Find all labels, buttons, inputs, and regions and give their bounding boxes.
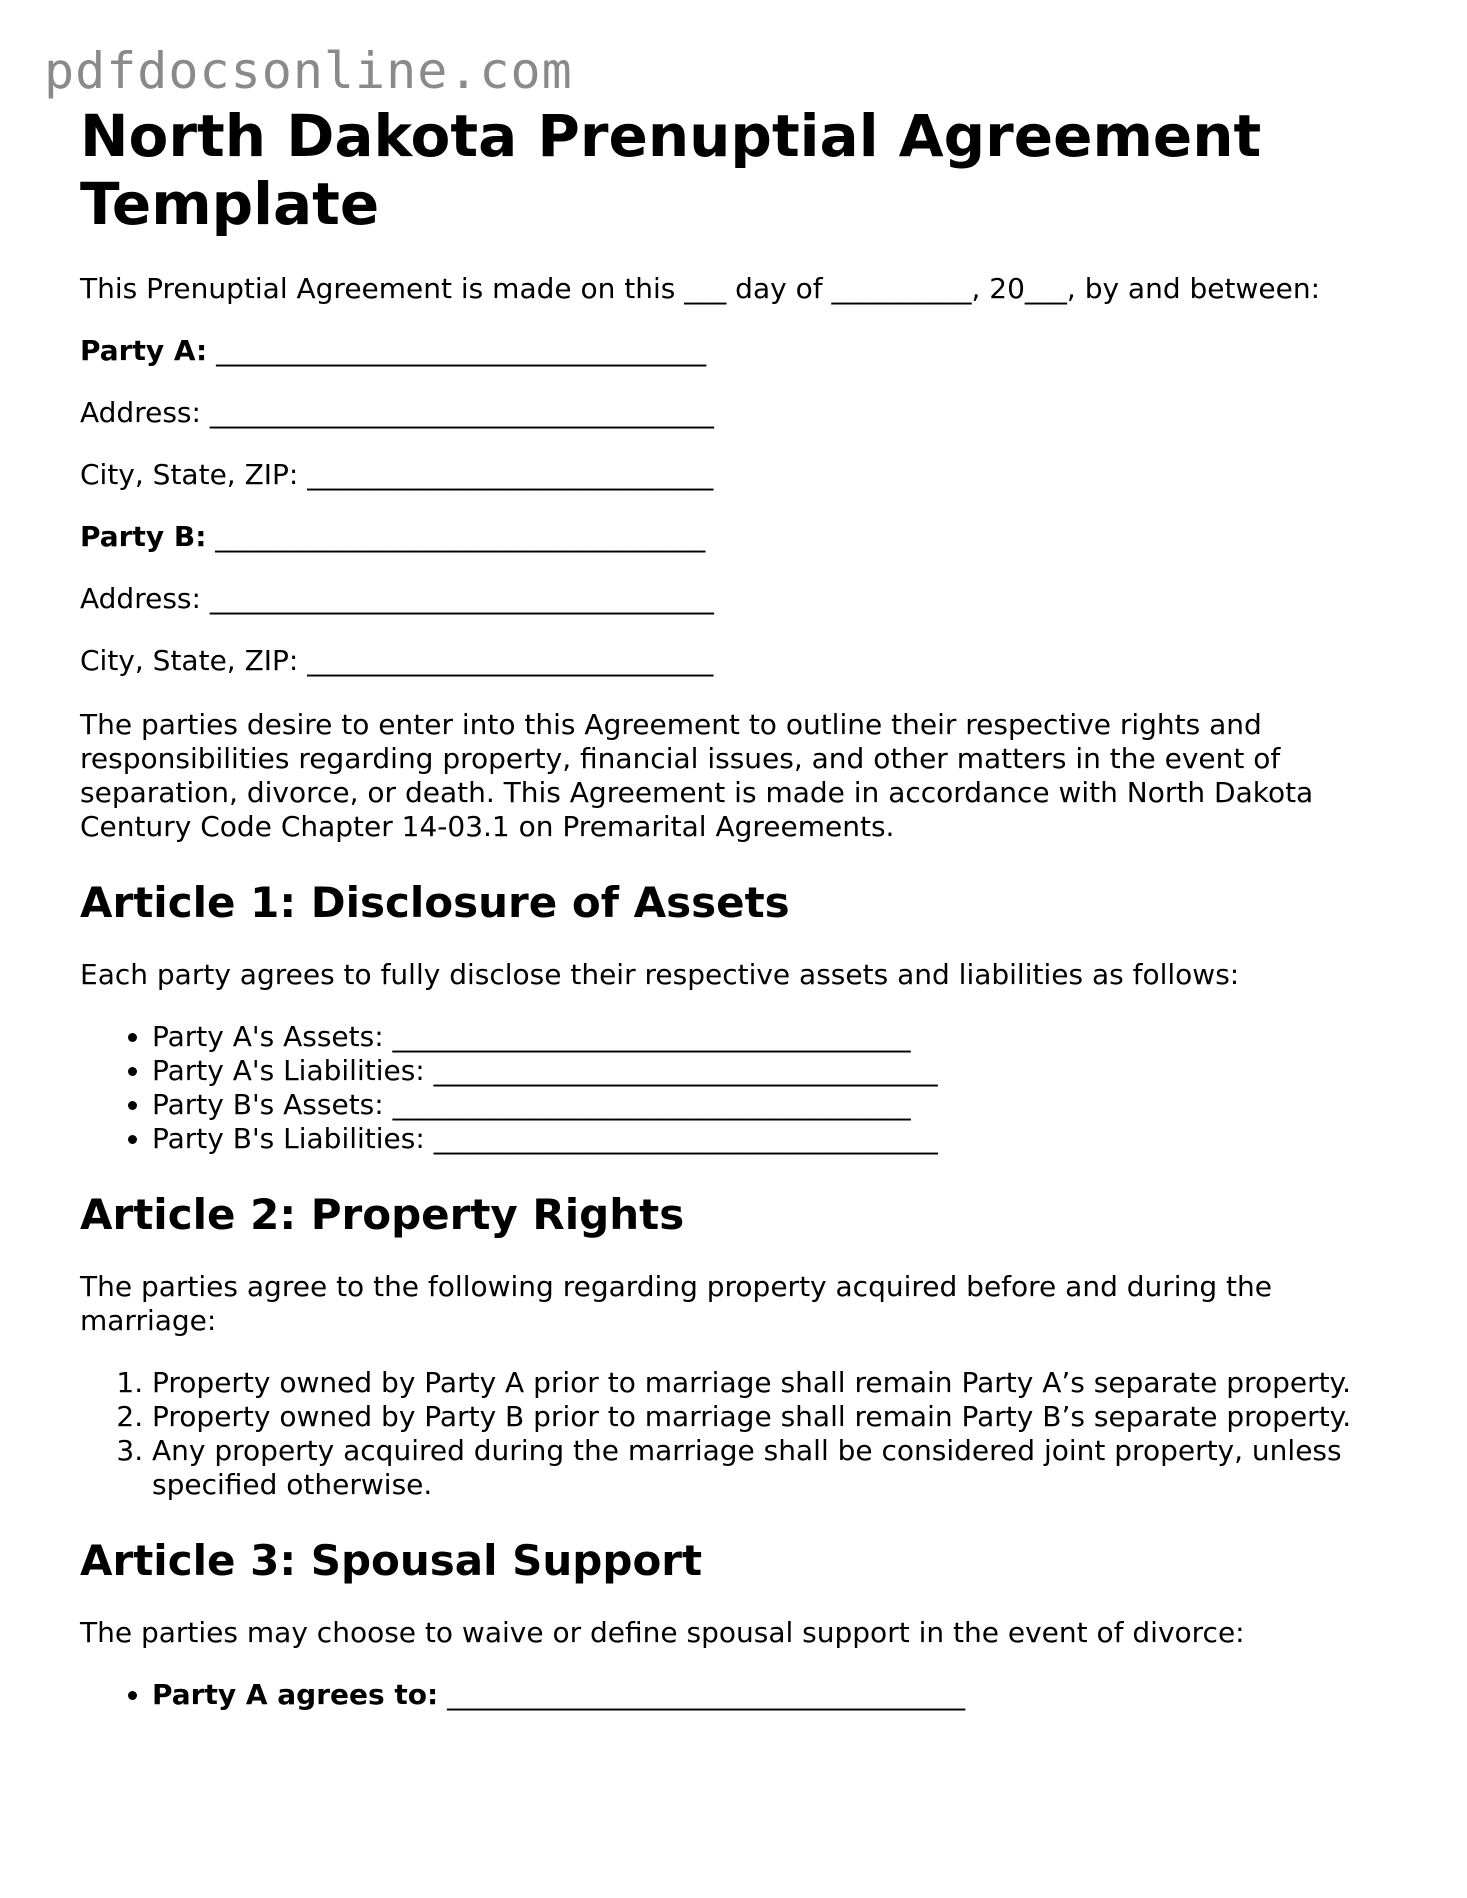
- list-item: 1. Property owned by Party A prior to marriage shall remain Party A’s separate property.: [152, 1366, 1380, 1400]
- party-a-name-blank: ___________________________________: [207, 334, 707, 367]
- article-1-text: Each party agrees to fully disclose their respective assets and liabilities as follows:: [80, 958, 1240, 991]
- list-item: • Party A's Liabilities: ____________________________________: [152, 1054, 1380, 1088]
- party-a-agrees-blank: _____________________________________: [438, 1678, 966, 1711]
- party-a-agrees-label: Party A agrees to:: [152, 1678, 439, 1711]
- article-3-heading: Article 3: Spousal Support: [80, 1536, 703, 1585]
- party-a-city-field: City, State, ZIP: _____________________________: [80, 458, 714, 491]
- article-2-heading: Article 2: Property Rights: [80, 1190, 685, 1239]
- party-a-label: Party A:: [80, 334, 208, 367]
- party-b-label: Party B:: [80, 520, 207, 553]
- list-item: [152, 1678, 1380, 1712]
- list-item: 2. Property owned by Party B prior to marriage shall remain Party B’s separate property.: [152, 1400, 1380, 1434]
- list-item: • Party B's Assets: _____________________________________: [152, 1088, 1380, 1122]
- party-b-name-blank: ___________________________________: [206, 520, 706, 553]
- purpose-paragraph: The parties desire to enter into this Agreement to outline their respective rights and responsibilities regarding property, financial issues, and other matters in the event of separation, divorce, or death. This Agreement is made in accordance with North Dakota Century Code Chapter 14-03.1 on Premarital Agreements.: [80, 708, 1314, 843]
- party-b-name-field: [80, 520, 1380, 554]
- document-title: North Dakota Prenuptial Agreement Template: [80, 102, 1262, 238]
- list-item: • Party A's Assets: _____________________________________: [152, 1020, 1380, 1054]
- party-b-address-field: Address: ____________________________________: [80, 582, 714, 615]
- article-2-list: [80, 1366, 1380, 1502]
- article-1-heading: Article 1: Disclosure of Assets: [80, 878, 790, 927]
- article-2-text: The parties agree to the following regarding property acquired before and during the marriage:: [80, 1270, 1272, 1337]
- article-3-list: [80, 1678, 1380, 1712]
- intro-text: This Prenuptial Agreement is made on this ___ day of __________, 20___, by and between:: [80, 272, 1321, 305]
- document-body: [80, 102, 1380, 1712]
- article-3-text: The parties may choose to waive or define spousal support in the event of divorce:: [80, 1616, 1245, 1649]
- party-b-city-field: City, State, ZIP: _____________________________: [80, 644, 714, 677]
- watermark: pdfdocsonline.com: [44, 42, 573, 100]
- article-1-list: [80, 1020, 1380, 1156]
- list-item: 3. Any property acquired during the marriage shall be considered joint property, unless specified otherwise.: [152, 1434, 1380, 1502]
- party-a-address-field: Address: ____________________________________: [80, 396, 714, 429]
- list-item: • Party B's Liabilities: ____________________________________: [152, 1122, 1380, 1156]
- party-a-name-field: [80, 334, 1380, 368]
